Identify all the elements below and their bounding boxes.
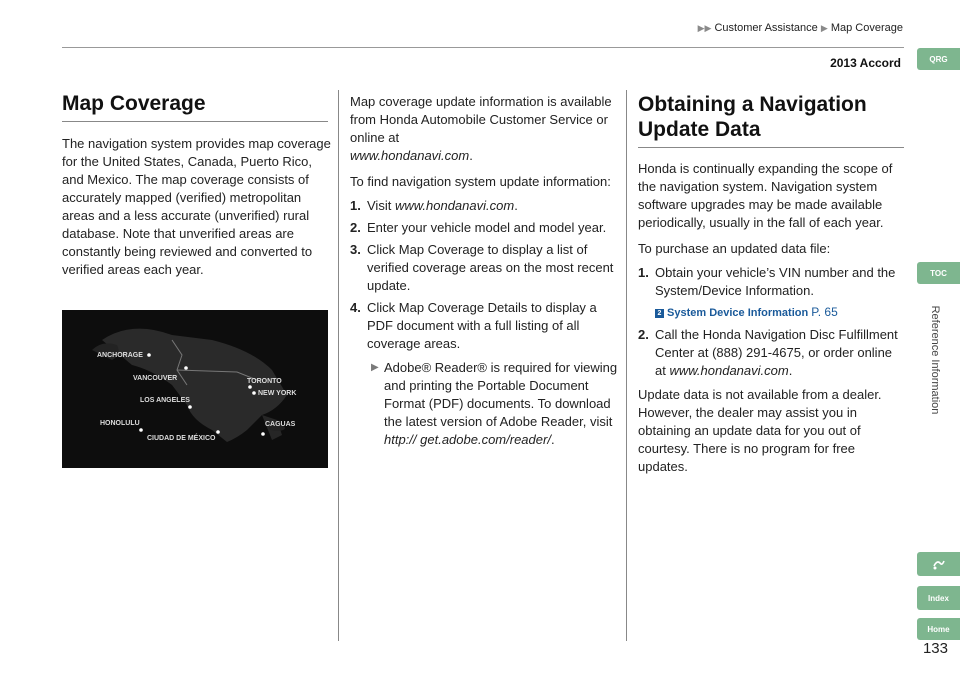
purchase-steps-list xyxy=(638,264,906,380)
map-label: VANCOUVER xyxy=(133,375,178,382)
step-number: 2. xyxy=(350,220,361,235)
map-graphic xyxy=(62,310,328,468)
obtain-update-column xyxy=(638,160,906,476)
step-text: Obtain your vehicle’s VIN number and the System/Device Information. xyxy=(655,265,896,298)
section-side-label-text: Reference Information xyxy=(929,305,941,415)
step-text: Visit xyxy=(367,198,392,213)
step-text: Enter your vehicle model and model year. xyxy=(367,220,607,235)
map-label: ANCHORAGE xyxy=(97,352,143,359)
note-arrow-icon: ▶ xyxy=(371,362,379,373)
breadcrumb-link-customer-assistance[interactable]: Customer Assistance xyxy=(714,22,818,34)
step-number: 1. xyxy=(638,265,649,280)
map-label: NEW YORK xyxy=(258,390,297,397)
header-divider xyxy=(62,47,904,48)
coverage-map-image xyxy=(62,310,328,468)
list-item xyxy=(350,219,618,237)
section-side-label xyxy=(925,300,945,420)
breadcrumb-arrow-icon: ▶ xyxy=(820,23,828,33)
update-info-paragraph: Map coverage update information is available from Honda Automobile Customer Service or online at www.hondanavi.com. xyxy=(350,94,612,163)
update-info-text: Map coverage update information is available from Honda Automobile Customer Service or online at xyxy=(350,94,612,145)
step-number: 1. xyxy=(350,198,361,213)
hondanavi-link[interactable]: www.hondanavi.com xyxy=(669,363,789,378)
xref-page: P. 65 xyxy=(811,305,838,319)
step-number: 2. xyxy=(638,327,649,342)
hondanavi-link[interactable]: www.hondanavi.com xyxy=(350,148,470,163)
breadcrumb-arrow-icon: ▶▶ xyxy=(697,23,712,33)
purchase-paragraph: To purchase an updated data file: xyxy=(638,241,831,256)
adobe-reader-note: ▶ Adobe® Reader® is required for viewing and printing the Portable Document Format (PDF) documents. To download the latest version of Adobe Reader, visit http:// get.adobe.com/reader/. xyxy=(371,360,618,447)
hondanavi-link[interactable]: www.hondanavi.com xyxy=(394,198,515,213)
step-text: Click Map Coverage Details to display a PDF document with a full listing of all coverage areas. xyxy=(367,300,597,351)
step-number: 3. xyxy=(350,242,361,257)
section-title-obtaining-update: Obtaining a Navigation Update Data xyxy=(638,93,867,141)
breadcrumb xyxy=(698,22,903,34)
voice-command-icon xyxy=(931,557,947,571)
map-label: CIUDAD DE MÉXICO xyxy=(147,435,216,442)
step-text: Call the Honda Navigation Disc Fulfillment Center at (888) 291-4675, or order online at xyxy=(655,327,898,378)
title-underline xyxy=(62,121,328,122)
list-item xyxy=(638,264,906,322)
qrg-tab[interactable]: QRG xyxy=(917,48,960,70)
update-steps-list xyxy=(350,197,618,353)
list-item xyxy=(350,241,618,295)
home-tab[interactable]: Home xyxy=(917,618,960,640)
note-text: Adobe® Reader® is required for viewing and printing the Portable Document Format (PDF) documents. To download the latest version of Adobe Reader, visit xyxy=(384,360,618,429)
map-label: HONOLULU xyxy=(100,420,140,427)
map-coverage-description: The navigation system provides map coverage for the United States, Canada, Puerto Rico, and Mexico. The map coverage consists of accurately mapped (verified) metropolitan areas and a less accurate (unverified) rural database. Note that unverified areas are constantly being reviewed and converted to verified areas each year. xyxy=(62,136,331,277)
list-item: 2. Call the Honda Navigation Disc Fulfillment Center at (888) 291-4675, or order online at www.hondanavi.com. xyxy=(638,327,898,378)
breadcrumb-current: Map Coverage xyxy=(830,22,903,34)
map-label: CAGUAS xyxy=(265,421,296,428)
model-label: 2013 Accord xyxy=(830,56,901,70)
section-title-map-coverage: Map Coverage xyxy=(62,92,206,115)
step-number: 4. xyxy=(350,300,361,315)
system-device-info-link[interactable] xyxy=(655,303,906,322)
map-label: LOS ANGELES xyxy=(140,397,190,404)
list-item xyxy=(350,299,618,353)
column-divider xyxy=(626,90,627,641)
index-tab[interactable]: Index xyxy=(917,586,960,610)
dealer-note-paragraph: Update data is not available from a dealer. However, the dealer may assist you in obtaining an update data for you out of courtesy. There is no program for free updates. xyxy=(638,387,882,474)
toc-tab[interactable]: TOC xyxy=(917,262,960,284)
map-label: TORONTO xyxy=(247,378,282,385)
update-info-column xyxy=(350,93,618,449)
cross-reference-icon: 2 xyxy=(655,309,664,318)
column-divider xyxy=(338,90,339,641)
find-update-paragraph: To find navigation system update information: xyxy=(350,174,611,189)
xref-label: System Device Information xyxy=(667,307,809,319)
adobe-reader-link[interactable]: http:// get.adobe.com/reader/ xyxy=(384,432,551,447)
voice-command-tab[interactable] xyxy=(917,552,960,576)
list-item: 1. Visit www.hondanavi.com. xyxy=(350,198,518,213)
expansion-paragraph: Honda is continually expanding the scope of the navigation system. Navigation system software upgrades may be made available periodically, usually in the fall of each year. xyxy=(638,161,893,230)
page-number: 133 xyxy=(922,640,948,657)
title-underline xyxy=(638,147,904,148)
step-text: Click Map Coverage to display a list of verified coverage areas on the most recent update. xyxy=(367,242,614,293)
